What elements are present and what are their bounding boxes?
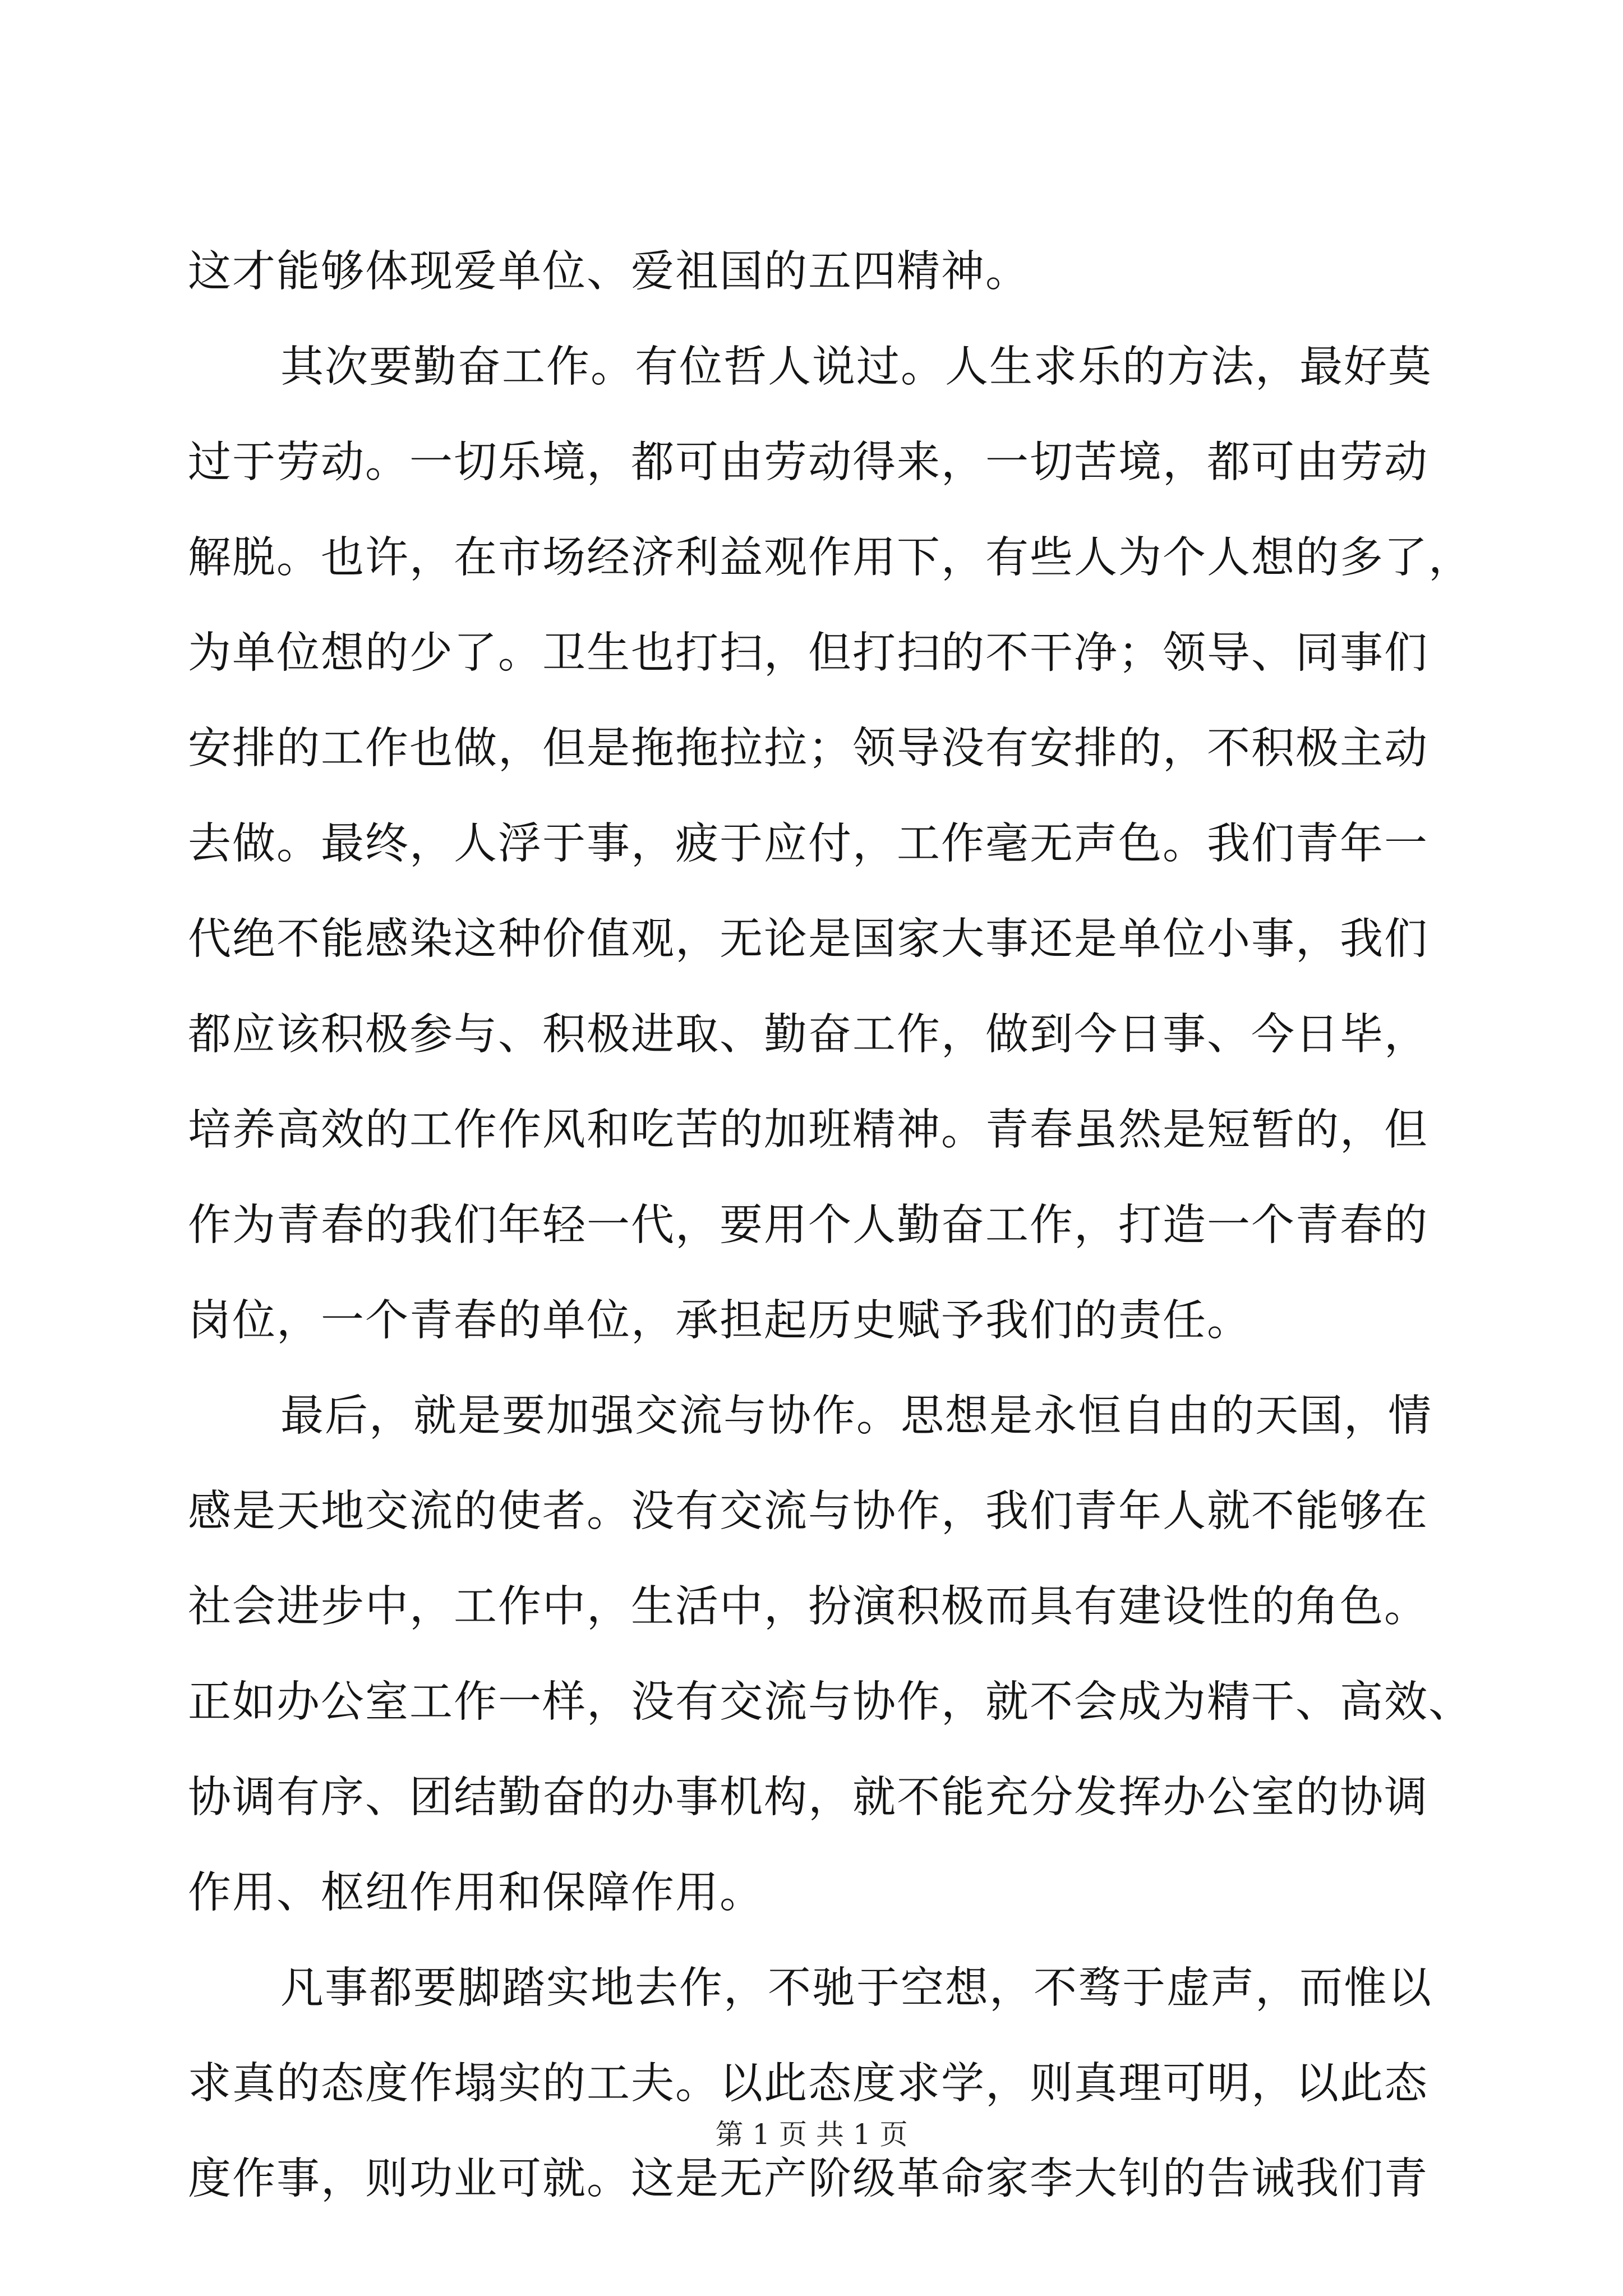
text-line: 去做。最终，人浮于事，疲于应付，工作毫无声色。我们青年一 <box>188 819 1428 869</box>
text-line: 安排的工作也做，但是拖拖拉拉；领导没有安排的，不积极主动 <box>188 724 1428 774</box>
document-body <box>188 224 1473 2227</box>
text-line: 代绝不能感染这种价值观，无论是国家大事还是单位小事，我们 <box>188 914 1428 964</box>
text-line: 培养高效的工作作风和吃苦的加班精神。青春虽然是短暂的，但 <box>188 1105 1428 1155</box>
text-line: 感是天地交流的使者。没有交流与协作，我们青年人就不能够在 <box>188 1487 1428 1536</box>
text-line: 作为青春的我们年轻一代，要用个人勤奋工作，打造一个青春的 <box>188 1200 1428 1250</box>
text-line: 过于劳动。一切乐境，都可由劳动得来，一切苦境，都可由劳动 <box>188 438 1428 487</box>
text-line: 其次要勤奋工作。有位哲人说过。人生求乐的方法，最好莫 <box>280 342 1432 392</box>
text-line: 作用、枢纽作用和保障作用。 <box>188 1868 764 1918</box>
page-footer: 第 1 页 共 1 页 <box>715 2118 908 2151</box>
text-line: 岗位，一个青春的单位，承担起历史赋予我们的责任。 <box>188 1296 1251 1346</box>
text-line: 都应该积极参与、积极进取、勤奋工作，做到今日事、今日毕， <box>188 1010 1428 1060</box>
text-line: 协调有序、团结勤奋的办事机构，就不能充分发挥办公室的协调 <box>188 1773 1428 1823</box>
text-line: 这才能够体现爱单位、爱祖国的五四精神。 <box>188 247 1030 297</box>
text-line: 最后，就是要加强交流与协作。思想是永恒自由的天国，情 <box>280 1391 1432 1441</box>
text-line: 为单位想的少了。卫生也打扫，但打扫的不干净；领导、同事们 <box>188 628 1428 678</box>
text-line: 社会进步中，工作中，生活中，扮演积极而具有建设性的角色。 <box>188 1582 1428 1632</box>
text-line: 求真的态度作塌实的工夫。以此态度求学，则真理可明，以此态 <box>188 2059 1428 2109</box>
text-line: 度作事，则功业可就。这是无产阶级革命家李大钊的告诫我们青 <box>188 2154 1428 2204</box>
text-line: 凡事都要脚踏实地去作，不驰于空想，不骛于虚声，而惟以 <box>280 1963 1432 2013</box>
text-line: 正如办公室工作一样，没有交流与协作，就不会成为精干、高效、 <box>188 1677 1473 1727</box>
text-line: 解脱。也许，在市场经济利益观作用下，有些人为个人想的多了， <box>188 533 1473 583</box>
